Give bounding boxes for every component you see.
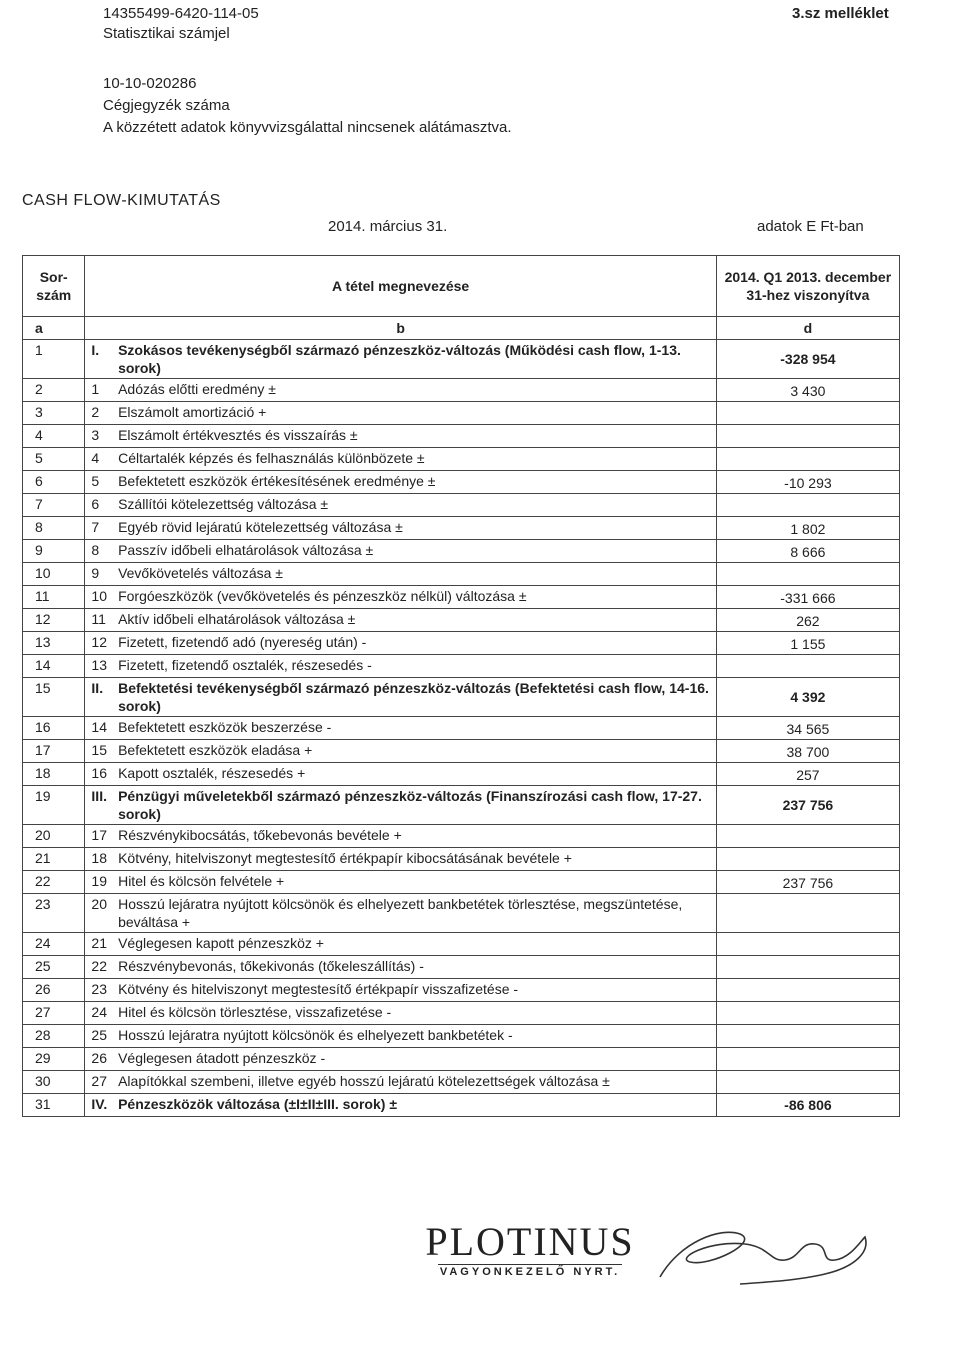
- company-reg-label: Cégjegyzék száma: [103, 97, 230, 114]
- row-label: Hosszú lejáratra nyújtott kölcsönök és elhelyezett bankbetétek -: [114, 1025, 716, 1048]
- row-label: Részvénybevonás, tőkekivonás (tőkeleszállítás) -: [114, 956, 716, 979]
- table-row: [23, 632, 900, 655]
- table-row: [23, 609, 900, 632]
- table-row: [23, 848, 900, 871]
- row-number: 26: [23, 979, 85, 1002]
- row-value: [716, 956, 899, 979]
- row-label: Adózás előtti eredmény ±: [114, 379, 716, 402]
- row-number: 6: [23, 471, 85, 494]
- row-index: I.: [85, 340, 114, 379]
- row-index: 15: [85, 740, 114, 763]
- row-label: Céltartalék képzés és felhasználás különbözete ±: [114, 448, 716, 471]
- table-row: [23, 402, 900, 425]
- row-number: 20: [23, 825, 85, 848]
- row-label: Befektetett eszközök értékesítésének eredménye ±: [114, 471, 716, 494]
- row-value: [716, 848, 899, 871]
- row-value: [716, 1071, 899, 1094]
- table-row: [23, 471, 900, 494]
- row-label: Aktív időbeli elhatárolások változása ±: [114, 609, 716, 632]
- row-index: 6: [85, 494, 114, 517]
- row-label: Vevőkövetelés változása ±: [114, 563, 716, 586]
- row-number: 19: [23, 786, 85, 825]
- row-value: [716, 1002, 899, 1025]
- row-value: 262: [716, 609, 899, 632]
- row-index: II.: [85, 678, 114, 717]
- row-number: 8: [23, 517, 85, 540]
- row-label: Hitel és kölcsön törlesztése, visszafizetése -: [114, 1002, 716, 1025]
- row-index: 11: [85, 609, 114, 632]
- table-row: [23, 1048, 900, 1071]
- row-index: 23: [85, 979, 114, 1002]
- row-value: [716, 979, 899, 1002]
- row-index: 17: [85, 825, 114, 848]
- audit-note: A közzétett adatok könyvvizsgálattal nincsenek alátámasztva.: [103, 119, 512, 136]
- stat-number: 14355499-6420-114-05: [103, 5, 259, 22]
- row-index: 9: [85, 563, 114, 586]
- header-period: 2014. Q1 2013. december 31-hez viszonyítva: [716, 256, 899, 317]
- row-label: Hosszú lejáratra nyújtott kölcsönök és elhelyezett bankbetétek törlesztése, megszüntetése, beváltása +: [114, 894, 716, 933]
- stamp-subtitle: VAGYONKEZELŐ NYRT.: [439, 1266, 621, 1278]
- row-label: Hitel és kölcsön felvétele +: [114, 871, 716, 894]
- row-label: Pénzügyi műveletekből származó pénzeszköz-változás (Finanszírozási cash flow, 17-27. sorok): [114, 786, 716, 825]
- row-value: 237 756: [716, 786, 899, 825]
- table-row: [23, 540, 900, 563]
- row-number: 31: [23, 1094, 85, 1117]
- row-value: [716, 825, 899, 848]
- table-row: [23, 517, 900, 540]
- row-index: 25: [85, 1025, 114, 1048]
- stat-label: Statisztikai számjel: [103, 25, 230, 42]
- table-row: [23, 956, 900, 979]
- row-index: 7: [85, 517, 114, 540]
- table-row: [23, 979, 900, 1002]
- row-number: 5: [23, 448, 85, 471]
- row-number: 29: [23, 1048, 85, 1071]
- row-label: Szokásos tevékenységből származó pénzeszköz-változás (Működési cash flow, 1-13. sorok): [114, 340, 716, 379]
- row-value: [716, 1025, 899, 1048]
- row-index: 24: [85, 1002, 114, 1025]
- row-label: Kötvény, hitelviszonyt megtestesítő értékpapír kibocsátásának bevétele +: [114, 848, 716, 871]
- table-row: [23, 933, 900, 956]
- table-row: [23, 894, 900, 933]
- table-row: [23, 1025, 900, 1048]
- row-index: 20: [85, 894, 114, 933]
- row-number: 12: [23, 609, 85, 632]
- row-label: Kötvény és hitelviszonyt megtestesítő értékpapír visszafizetése -: [114, 979, 716, 1002]
- table-row: [23, 786, 900, 825]
- row-label: Alapítókkal szembeni, illetve egyéb hosszú lejáratú kötelezettségek változása ±: [114, 1071, 716, 1094]
- table-row: [23, 1094, 900, 1117]
- row-index: 1: [85, 379, 114, 402]
- signature: [650, 1222, 880, 1292]
- row-index: 4: [85, 448, 114, 471]
- row-label: Befektetett eszközök beszerzése -: [114, 717, 716, 740]
- row-number: 11: [23, 586, 85, 609]
- row-index: 5: [85, 471, 114, 494]
- row-number: 21: [23, 848, 85, 871]
- row-index: 16: [85, 763, 114, 786]
- row-number: 3: [23, 402, 85, 425]
- page-title: CASH FLOW-KIMUTATÁS: [22, 192, 221, 209]
- row-index: 14: [85, 717, 114, 740]
- table-row: [23, 871, 900, 894]
- table-row: [23, 825, 900, 848]
- row-label: Passzív időbeli elhatárolások változása ±: [114, 540, 716, 563]
- header-name: A tétel megnevezése: [85, 256, 716, 317]
- company-stamp: [420, 1219, 640, 1278]
- row-value: -86 806: [716, 1094, 899, 1117]
- annex-label: 3.sz melléklet: [792, 5, 889, 22]
- row-index: 8: [85, 540, 114, 563]
- row-value: 38 700: [716, 740, 899, 763]
- row-value: [716, 425, 899, 448]
- table-row: [23, 379, 900, 402]
- row-number: 25: [23, 956, 85, 979]
- row-label: Elszámolt értékvesztés és visszaírás ±: [114, 425, 716, 448]
- row-label: Fizetett, fizetendő adó (nyereség után) -: [114, 632, 716, 655]
- row-label: Fizetett, fizetendő osztalék, részesedés -: [114, 655, 716, 678]
- row-number: 30: [23, 1071, 85, 1094]
- row-value: [716, 448, 899, 471]
- table-row: [23, 678, 900, 717]
- letter-d: d: [716, 317, 899, 340]
- row-label: Szállítói kötelezettség változása ±: [114, 494, 716, 517]
- row-label: Véglegesen átadott pénzeszköz -: [114, 1048, 716, 1071]
- unit-label: adatok E Ft-ban: [757, 218, 864, 235]
- row-index: 12: [85, 632, 114, 655]
- row-number: 1: [23, 340, 85, 379]
- row-number: 7: [23, 494, 85, 517]
- row-label: Kapott osztalék, részesedés +: [114, 763, 716, 786]
- row-label: Befektetett eszközök eladása +: [114, 740, 716, 763]
- row-value: 34 565: [716, 717, 899, 740]
- row-value: [716, 894, 899, 933]
- table-row: [23, 494, 900, 517]
- cash-flow-table: [22, 255, 900, 1117]
- letter-a: a: [23, 317, 85, 340]
- row-index: 18: [85, 848, 114, 871]
- row-number: 9: [23, 540, 85, 563]
- row-number: 17: [23, 740, 85, 763]
- row-number: 10: [23, 563, 85, 586]
- row-label: Egyéb rövid lejáratú kötelezettség változása ±: [114, 517, 716, 540]
- table-row: [23, 1071, 900, 1094]
- row-value: 8 666: [716, 540, 899, 563]
- row-value: 3 430: [716, 379, 899, 402]
- row-number: 13: [23, 632, 85, 655]
- row-index: IV.: [85, 1094, 114, 1117]
- table-row: [23, 448, 900, 471]
- table-body: [23, 256, 900, 1117]
- row-number: 15: [23, 678, 85, 717]
- row-index: 2: [85, 402, 114, 425]
- row-number: 28: [23, 1025, 85, 1048]
- table-row: [23, 563, 900, 586]
- row-number: 16: [23, 717, 85, 740]
- row-number: 22: [23, 871, 85, 894]
- row-value: [716, 494, 899, 517]
- row-index: 26: [85, 1048, 114, 1071]
- report-date: 2014. március 31.: [328, 218, 448, 235]
- row-label: Részvénykibocsátás, tőkebevonás bevétele +: [114, 825, 716, 848]
- table-row: [23, 655, 900, 678]
- company-reg-number: 10-10-020286: [103, 75, 197, 92]
- table-row: [23, 586, 900, 609]
- row-value: -331 666: [716, 586, 899, 609]
- row-index: 3: [85, 425, 114, 448]
- row-number: 18: [23, 763, 85, 786]
- table-row: [23, 763, 900, 786]
- header-sorszam: Sor-szám: [23, 256, 85, 317]
- table-letter-row: [23, 317, 900, 340]
- row-index: 21: [85, 933, 114, 956]
- row-value: 1 155: [716, 632, 899, 655]
- row-value: [716, 655, 899, 678]
- table-row: [23, 340, 900, 379]
- row-label: Pénzeszközök változása (±I±II±III. sorok) ±: [114, 1094, 716, 1117]
- row-index: 22: [85, 956, 114, 979]
- stamp-name: PLOTINUS: [425, 1219, 635, 1264]
- row-value: [716, 933, 899, 956]
- table-row: [23, 425, 900, 448]
- row-index: 27: [85, 1071, 114, 1094]
- row-value: -10 293: [716, 471, 899, 494]
- row-value: 237 756: [716, 871, 899, 894]
- row-number: 2: [23, 379, 85, 402]
- table-row: [23, 1002, 900, 1025]
- row-index: 10: [85, 586, 114, 609]
- table-header-row: [23, 256, 900, 317]
- row-number: 27: [23, 1002, 85, 1025]
- row-index: 19: [85, 871, 114, 894]
- row-label: Forgóeszközök (vevőkövetelés és pénzeszköz nélkül) változása ±: [114, 586, 716, 609]
- row-value: [716, 563, 899, 586]
- row-number: 14: [23, 655, 85, 678]
- row-number: 24: [23, 933, 85, 956]
- row-value: -328 954: [716, 340, 899, 379]
- row-index: III.: [85, 786, 114, 825]
- row-number: 23: [23, 894, 85, 933]
- letter-b: b: [85, 317, 716, 340]
- row-value: 1 802: [716, 517, 899, 540]
- row-label: Véglegesen kapott pénzeszköz +: [114, 933, 716, 956]
- row-label: Elszámolt amortizáció +: [114, 402, 716, 425]
- row-label: Befektetési tevékenységből származó pénzeszköz-változás (Befektetési cash flow, 14-16. sorok): [114, 678, 716, 717]
- table-row: [23, 740, 900, 763]
- table-row: [23, 717, 900, 740]
- row-value: 4 392: [716, 678, 899, 717]
- row-value: [716, 1048, 899, 1071]
- row-index: 13: [85, 655, 114, 678]
- row-value: 257: [716, 763, 899, 786]
- row-number: 4: [23, 425, 85, 448]
- row-value: [716, 402, 899, 425]
